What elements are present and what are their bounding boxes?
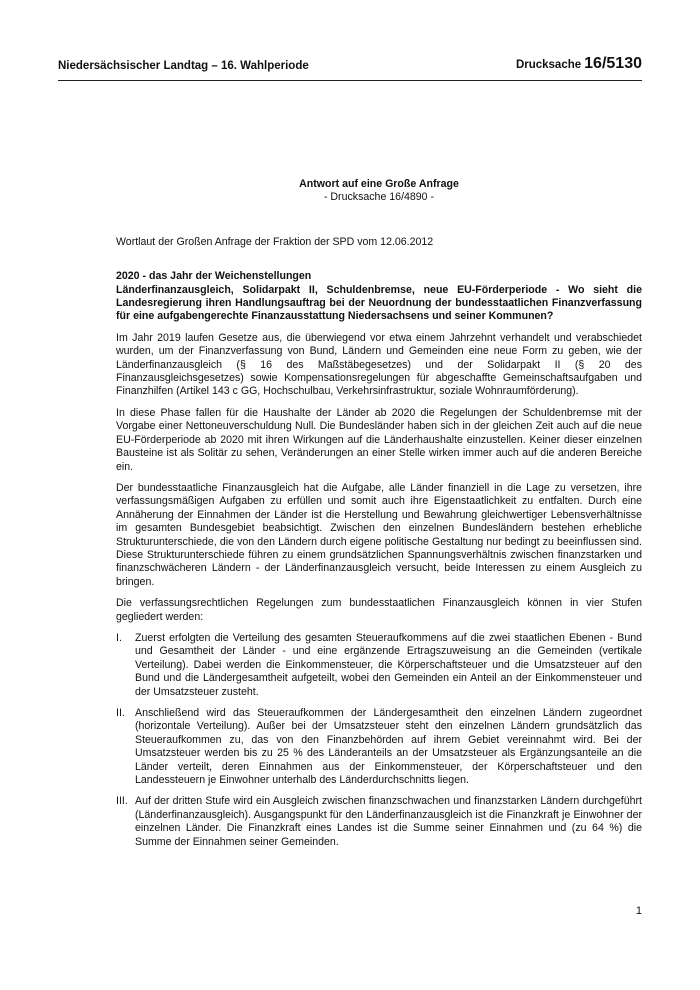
drucksache-label: Drucksache	[515, 59, 582, 71]
list-item-text: Zuerst erfolgten die Verteilung des gesamten Steueraufkommens auf die zwei staatlichen Ebenen - Bund und Gesamtheit der Länder - und eine ergänzende Ertragszuweisung an die Gemeinden (vertikale Verteilung). Dabei werden die Einkommensteuer, die Körperschaftsteuer und die Umsatzsteuer auf den Bund und die Ländergesamtheit aufgeteilt, wobei den Gemeinden ein Anteil an der Einkommensteuer und der Umsatzsteuer zusteht.	[135, 631, 642, 698]
page-header	[58, 50, 642, 81]
wortlaut-line: Wortlaut der Großen Anfrage der Fraktion der SPD vom 12.06.2012	[116, 235, 434, 248]
answer-subtitle: - Drucksache 16/4890 -	[323, 191, 435, 204]
list-item	[116, 632, 642, 699]
page-number: 1	[635, 905, 642, 917]
drucksache-reference	[516, 55, 642, 73]
list-item-text: Auf der dritten Stufe wird ein Ausgleich zwischen finanzschwachen und finanzstarken Ländern durchgeführt (Länderfinanzausgleich). Ausgangspunkt für den Länderfinanzausgleich ist die Finanzkraft je Einwohner der einzelnen Länder. Die Finanzkraft eines Landes ist die Summe seiner Einnahmen und (zu 64 %) die Summe der Einnahmen seiner Gemeinden.	[135, 795, 642, 848]
document-body	[116, 178, 642, 849]
list-item-number: I.	[116, 631, 122, 644]
paragraph: Der bundesstaatliche Finanzausgleich hat die Aufgabe, alle Länder finanziell in die Lage zu versetzen, ihre verfassungsmäßigen Aufgaben zu erfüllen und somit auch ihre Eigenstaatlichkeit zu entfalten. Durch eine Annäherung der Einnahmen der Länder ist die Herstellung und Bewahrung gleichwertiger Lebensverhältnisse im gesamten Bundesgebiet beabsichtigt. Zwischen den einzelnen Bundesländern bestehen erhebliche Strukturunterschiede, die von den Ländern durch eigene politische Gestaltung nur bedingt zu beeinflussen sind. Diese Strukturunterschiede führen zu einem grundsätzlichen Spannungsverhältnis zwischen finanzstarken und finanzschwächeren Ländern - der Länderfinanzausgleich versucht, beide Interessen zu einem Ausgleich zu bringen.	[116, 481, 642, 588]
list-item-number: II.	[116, 707, 125, 719]
list-item-number: III.	[116, 795, 128, 808]
question-heading	[116, 270, 642, 324]
list-item-text: Anschließend wird das Steueraufkommen der Ländergesamtheit den einzelnen Ländern zugeordnet (horizontale Verteilung). Außer bei der Umsatzsteuer steht den einzelnen Ländern grundsätzlich das Steueraufkommen zu, das von den Finanzbehörden auf ihrem Gebiet vereinnahmt wird. Bei der Umsatzsteuer werden bis zu 25 % des Länderanteils an der Umsatzsteuer als Ergänzungsanteile an die Länder verteilt, deren Einnahmen aus der Einkommensteuer, der Körperschaftsteuer und den Landessteuern je Einwohner unterhalb des Länderdurchschnitts liegen.	[135, 707, 642, 787]
paragraph: In diese Phase fallen für die Haushalte der Länder ab 2020 die Regelungen der Schuldenbremse mit der Vorgabe einer Nettoneuverschuldung Null. Die Bundesländer haben sich in der gleichen Zeit auch auf die neue EU-Förderperiode ab 2020 mit ihren Wirkungen auf die Länderhaushalte einzustellen. Keiner dieser einzelnen Bausteine ist als Solitär zu sehen, Veränderungen an einer Stelle wirken immer auch auf die anderen Bereiche ein.	[116, 406, 642, 473]
question-title: 2020 - das Jahr der Weichenstellungen	[116, 270, 312, 283]
stages-list	[116, 632, 642, 849]
list-item	[116, 795, 642, 849]
paragraph: Im Jahr 2019 laufen Gesetze aus, die überwiegend vor etwa einem Jahrzehnt verhandelt und verabschiedet wurden, um der Finanzverfassung von Bund, Ländern und Gemeinden eine neue Form zu geben, wie der Länderfinanzausgleich (§ 16 des Maßstäbegesetzes) und der Solidarpakt II (§ 20 des Finanzausgleichsgesetzes) sowie Kompensationsregelungen für abgeschaffte Gemeinschaftsaufgaben und Finanzhilfen (Artikel 143 c GG, Hochschulbau, Verkehrsinfrastruktur, soziale Wohnraumförderung).	[116, 331, 642, 398]
drucksache-number: 16/5130	[584, 55, 642, 72]
parliament-period: Niedersächsischer Landtag – 16. Wahlperiode	[58, 60, 309, 72]
question-text: Länderfinanzausgleich, Solidarpakt II, Schuldenbremse, neue EU-Förderperiode - Wo sieht die Landesregierung ihren Handlungsauftrag bei der Neuordnung der bundesstaatlichen Finanzverfassung für eine aufgabengerechte Finanzausstattung Niedersachsens und seiner Kommunen?	[116, 283, 642, 323]
paragraph: Die verfassungsrechtlichen Regelungen zum bundesstaatlichen Finanzausgleich können in vier Stufen gegliedert werden:	[116, 597, 642, 623]
answer-title: Antwort auf eine Große Anfrage	[299, 178, 459, 190]
list-item	[116, 707, 642, 787]
